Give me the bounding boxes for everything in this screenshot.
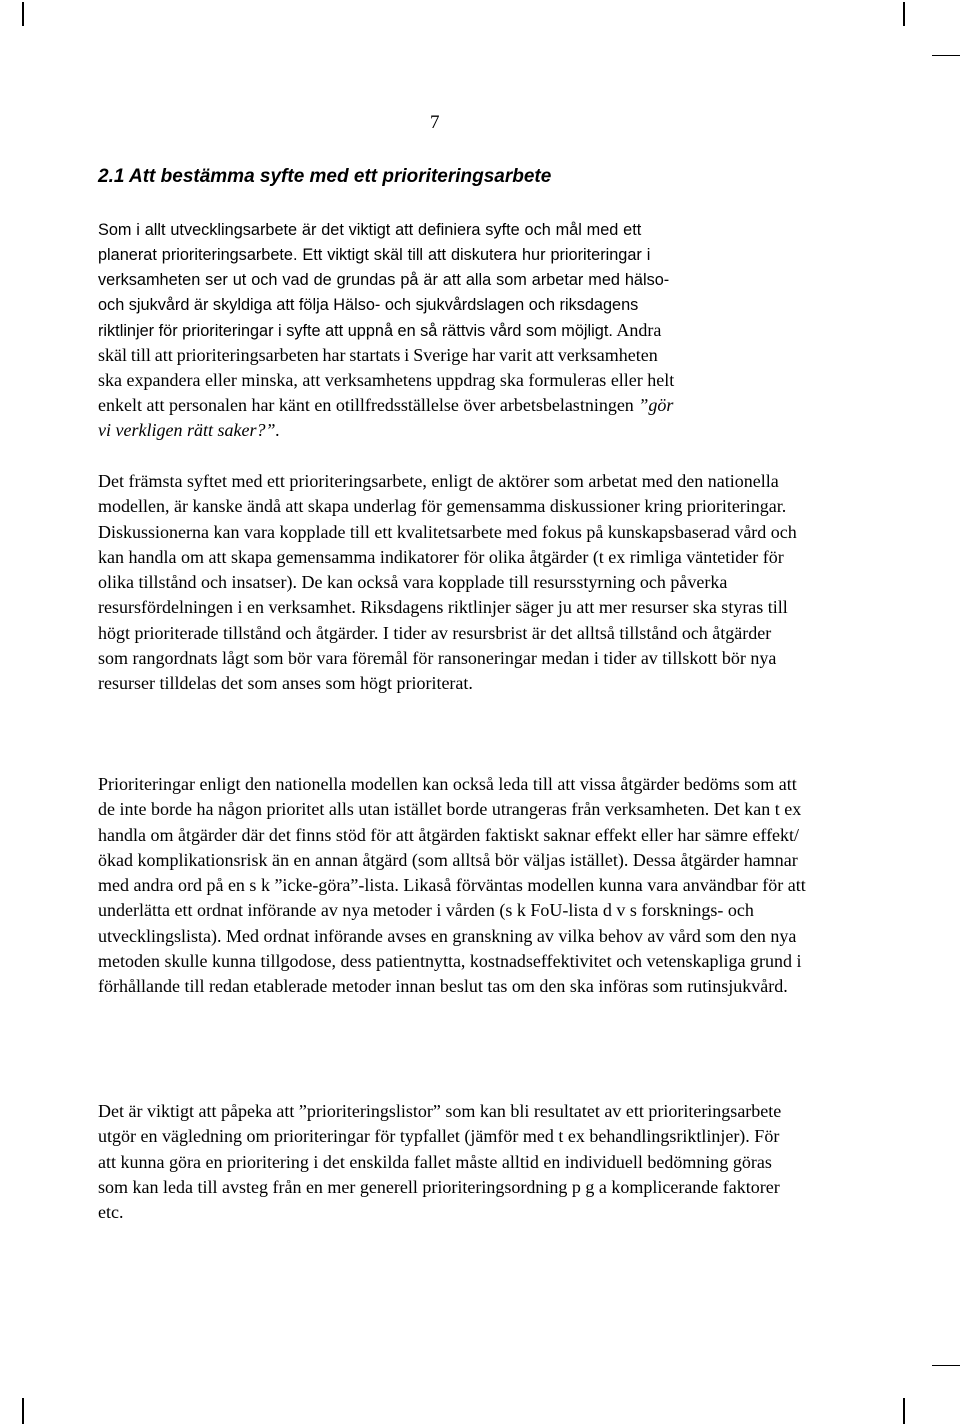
crop-mark-bottom-right-vertical <box>903 1398 905 1424</box>
paragraph-1-line-5 <box>98 318 818 344</box>
paragraph-1-line-5-sans: riktlinjer för prioriteringar i syfte att uppnå en så rättvis vård som möjligt. <box>98 322 613 340</box>
paragraph-2: Det främsta syftet med ett prioriteringsarbete, enligt de aktörer som arbetat med den nationella modellen, är kanske ändå att skapa underlag för gemensamma diskussioner kring prioriteringar. Diskussionerna kan vara kopplade till ett kvalitetsarbete med fokus på kunskapsbaserad vård och kan handla om att skapa gemensamma indikatorer för olika åtgärder (t ex rimliga väntetider för olika tillstånd och insatser). De kan också vara kopplade till resursstyrning och påverka resursfördelningen i en verksamhet. Riksdagens riktlinjer säger ju att mer resurser ska styras till högt prioriterade tillstånd och åtgärder. I tider av resursbrist är det alltså tillstånd och åtgärder som rangordnats lågt som bör vara föremål för ransoneringar medan i tider av tillskott bör nya resurser tilldelas det som anses som högt prioriterat. <box>98 471 797 694</box>
paragraph-1-line-1: Som i allt utvecklingsarbete är det viktigt att definiera syfte och mål med ett <box>98 221 642 239</box>
crop-mark-top-right-vertical <box>903 2 905 26</box>
paragraph-1-line-8 <box>98 393 818 418</box>
paragraph-1-line-8-text: enkelt att personalen har känt en otillfredsställelse över arbetsbelastningen <box>98 395 634 415</box>
page-number: 7 <box>430 112 440 133</box>
crop-mark-top-left-vertical <box>22 2 24 26</box>
paragraph-1-line-6: skäl till att prioriteringsarbeten har startats i Sverige har varit att verksamheten <box>98 345 658 365</box>
paragraph-1-line-5-serif: Andra <box>612 320 662 340</box>
paragraph-1-line-7: ska expandera eller minska, att verksamhetens uppdrag ska formuleras eller helt <box>98 370 675 390</box>
paragraph-4: Det är viktigt att påpeka att ”prioriteringslistor” som kan bli resultatet av ett prioriteringsarbete utgör en vägledning om prioriteringar för typfallet (jämför med t ex behandlingsriktlinjer). För att kunna göra en prioritering i det enskilda fallet måste alltid en individuell bedömning göras som kan leda till avsteg från en mer generell prioriteringsordning p g a komplicerande faktorer etc. <box>98 1101 782 1223</box>
paragraph-1-line-4: och sjukvård är skyldiga att följa Hälso- och sjukvårdslagen och riksdagens <box>98 296 639 314</box>
paragraph-3: Prioriteringar enligt den nationella modellen kan också leda till att vissa åtgärder bedöms som att de inte borde ha någon prioritet alls utan istället borde utrangeras från verksamheten. Det kan t ex handla om åtgärder där det finns stöd för att åtgärden faktiskt saknar effekt eller har sämre effekt/ökad komplikationsrisk än en annan åtgärd (som alltså bör väljas istället). Dessa åtgärder hamnar med andra ord på en s k ”icke-göra”-lista. Likaså förväntas modellen kunna vara användbar för att underlätta ett ordnat införande av nya metoder i vården (s k FoU-lista d v s forsknings- och utvecklingslista). Med ordnat införande avses en granskning av vilka behov av vård som den nya metoden skulle kunna tillgodose, dess patientnytta, kostnadseffektivitet och vetenskapliga grund i förhållande till redan etablerade metoder innan beslut tas om den ska införas som rutinsjukvård. <box>98 774 806 997</box>
paragraph-1-line-2: planerat prioriteringsarbete. Ett viktigt skäl till att diskutera hur prioriteringar i <box>98 246 651 264</box>
section-heading: 2.1 Att bestämma syfte med ett prioriteringsarbete <box>98 166 552 187</box>
crop-mark-top-right-horizontal <box>932 55 960 56</box>
crop-mark-bottom-left-vertical <box>22 1398 24 1424</box>
paragraph-1-line-8-quote: ”gör <box>633 395 674 415</box>
crop-mark-bottom-right-horizontal <box>932 1365 960 1366</box>
paragraph-1-line-3: verksamheten ser ut och vad de grundas på är att alla som arbetar med hälso- <box>98 271 670 289</box>
paragraph-1-line-9: vi verkligen rätt saker?”. <box>98 420 280 440</box>
